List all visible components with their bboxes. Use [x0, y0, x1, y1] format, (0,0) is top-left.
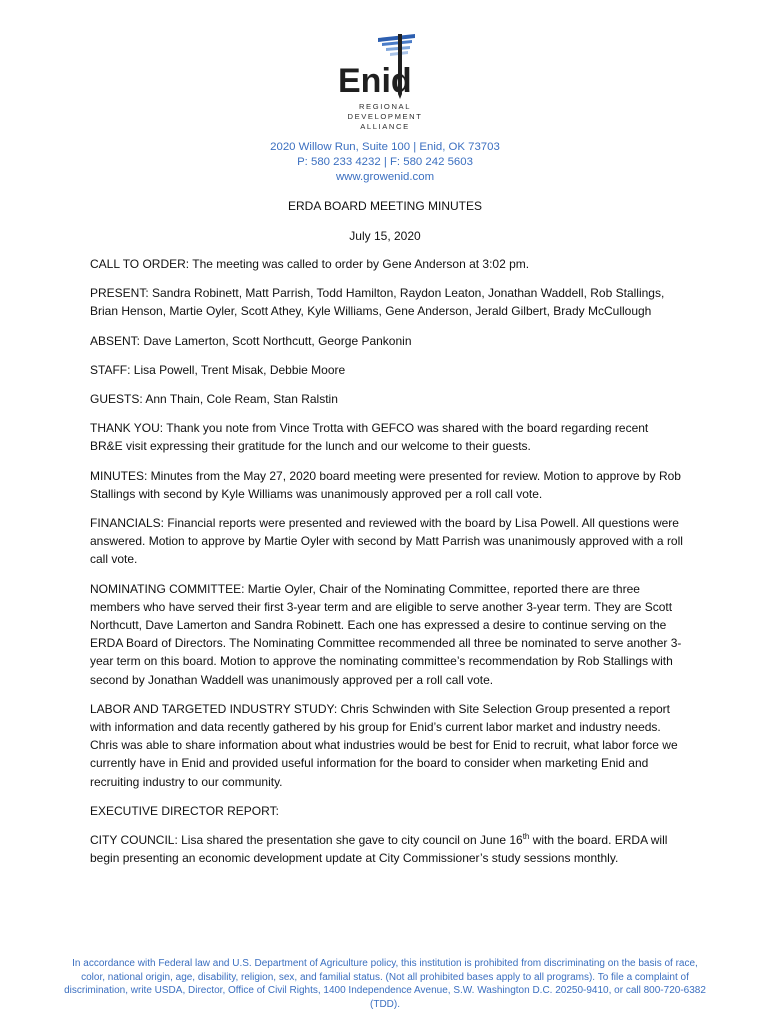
guests-paragraph: GUESTS: Ann Thain, Cole Ream, Stan Ralstin [90, 392, 338, 407]
absent-paragraph: ABSENT: Dave Lamerton, Scott Northcutt, George Pankonin [90, 333, 412, 348]
city-council-text-a: CITY COUNCIL: Lisa shared the presentation she gave to city council on June 16 [90, 833, 523, 848]
minutes-body [90, 255, 684, 878]
nominating-committee-paragraph: NOMINATING COMMITTEE: Martie Oyler, Chair of the Nominating Committee, reported there are three members who have served their first 3-year term and are eligible to serve another 3-year term. They are Scott Northcutt, Dave Lamerton and Sandra Robinett. Each one has expressed a desire to continue serving on the ERDA Board of Directors. The Nominating Committee recommended all three be nominated to serve another 3-year term on this board. Motion to approve the nominating committee’s recommendation by Rob Stallings with second by Jonathan Waddell was unanimously approved per a roll call vote. [90, 581, 682, 687]
meeting-date: July 15, 2020 [349, 229, 421, 243]
present-paragraph: PRESENT: Sandra Robinett, Matt Parrish, Todd Hamilton, Raydon Leaton, Jonathan Waddell, Rob Stallings, Brian Henson, Martie Oyler, Scott Athey, Kyle Williams, Gene Anderson, Jerald Gilbert, Brady McCullough [90, 286, 665, 319]
enid-logo-mark [330, 30, 440, 100]
contact-phones: P: 580 233 4232 | F: 580 242 5603 [297, 156, 473, 168]
logo-wordmark: Enid [338, 62, 412, 100]
thank-you-paragraph: THANK YOU: Thank you note from Vince Trotta with GEFCO was shared with the board regarding recent BR&E visit expressing their gratitude for the lunch and our welcome to their guests. [90, 421, 649, 454]
call-to-order-paragraph: CALL TO ORDER: The meeting was called to order by Gene Anderson at 3:02 pm. [90, 257, 530, 271]
logo-subtitle [330, 102, 440, 132]
ordinal-suffix: th [522, 832, 530, 842]
logo-line-1: REGIONAL [358, 102, 412, 111]
city-council-text-b: with the board. ERDA will begin presenting an economic development update at City Commissioner’s study sessions monthly. [90, 833, 668, 866]
logo-line-2: DEVELOPMENT [347, 112, 423, 121]
minutes-paragraph: MINUTES: Minutes from the May 27, 2020 board meeting were presented for review. Motion to approve by Rob Stallings with second by Kyle Williams was unanimously approved per a roll call vote. [90, 468, 681, 501]
logo-line-3: ALLIANCE [360, 122, 410, 131]
city-council-paragraph [90, 831, 684, 867]
contact-website[interactable]: www.growenid.com [335, 171, 435, 183]
nondiscrimination-footer: In accordance with Federal law and U.S. Department of Agriculture policy, this institution is prohibited from discriminating on the basis of race, color, national origin, age, disability, religion, sex, and familial status. (Not all prohibited bases apply to all programs). To file a complaint of discrimination, write USDA, Director, Office of Civil Rights, 1400 Independence Avenue, S.W. Washington D.C. 20250-9410, or call 800-720-6382 (TDD). [64, 958, 706, 1010]
enid-logo [330, 30, 440, 134]
contact-block [0, 140, 770, 185]
executive-director-heading: EXECUTIVE DIRECTOR REPORT: [90, 803, 279, 818]
financials-paragraph: FINANCIALS: Financial reports were presented and reviewed with the board by Lisa Powell. All questions were answered. Motion to approve by Martie Oyler with second by Matt Parrish was unanimously approved with a roll call vote. [90, 516, 683, 567]
labor-study-paragraph: LABOR AND TARGETED INDUSTRY STUDY: Chris Schwinden with Site Selection Group presented a report with information and data recently gathered by his group for Enid’s current labor market and industry needs. Chris was able to share information about what industries would be best for Enid to recruit, what labor force we currently have in Enid and provided useful information for the board to consider when marketing Enid and recruiting industry to our community. [90, 701, 678, 789]
staff-paragraph: STAFF: Lisa Powell, Trent Misak, Debbie Moore [90, 362, 346, 377]
document-title: ERDA BOARD MEETING MINUTES [287, 199, 483, 213]
contact-address: 2020 Willow Run, Suite 100 | Enid, OK 73703 [270, 141, 500, 153]
